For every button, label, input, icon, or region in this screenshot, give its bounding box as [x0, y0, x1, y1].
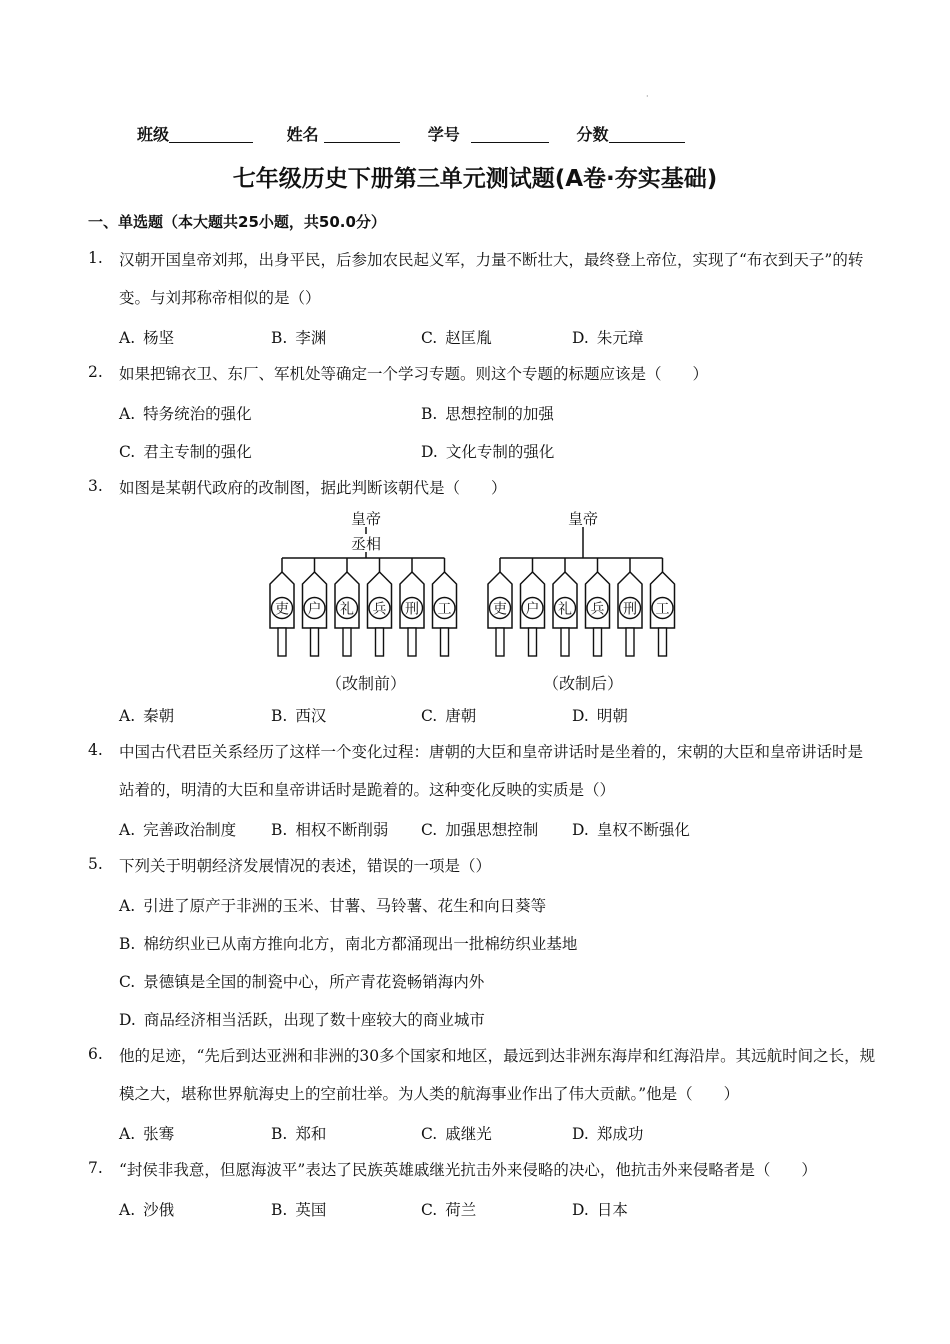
option-d[interactable]	[119, 1008, 485, 1030]
option-letter: B.	[271, 1125, 288, 1143]
option-letter: D.	[572, 821, 589, 839]
question-number: 1.	[88, 249, 103, 267]
question-number: 2.	[88, 363, 103, 381]
option-a[interactable]	[119, 818, 236, 840]
option-text: 荷兰	[445, 1201, 477, 1219]
option-letter: D.	[119, 1011, 136, 1029]
question-stem: 下列关于明朝经济发展情况的表述，错误的一项是（）	[119, 857, 492, 875]
ministry-post	[278, 628, 286, 656]
option-text: 戚继光	[445, 1125, 492, 1143]
option-letter: D.	[572, 1201, 589, 1219]
option-text: 郑和	[295, 1125, 327, 1143]
ministry-post	[376, 628, 384, 656]
after-ministry-5	[618, 558, 642, 656]
diagram-after	[488, 510, 675, 693]
option-letter: B.	[271, 1201, 288, 1219]
ministry-post	[343, 628, 351, 656]
ministry-post	[626, 628, 634, 656]
option-d[interactable]	[572, 704, 628, 726]
option-b[interactable]	[119, 932, 577, 954]
option-letter: C.	[421, 821, 438, 839]
ministry-post	[529, 628, 537, 656]
option-text: 杨坚	[143, 329, 175, 347]
option-letter: A.	[119, 1125, 136, 1143]
option-c[interactable]	[421, 818, 538, 840]
option-text: 景德镇是全国的制瓷中心，所产青花瓷畅销海内外	[143, 973, 485, 991]
option-letter: C.	[421, 1125, 438, 1143]
option-letter: D.	[421, 443, 438, 461]
option-d[interactable]	[421, 440, 554, 462]
diagram-before	[270, 510, 457, 693]
option-text: 张骞	[143, 1125, 175, 1143]
student-id-blank[interactable]	[471, 126, 549, 143]
name-label: 姓名	[286, 125, 319, 144]
option-letter: C.	[119, 973, 136, 991]
student-id-field	[428, 122, 549, 145]
after-caption: （改制后）	[542, 674, 624, 693]
before-chancellor-label: 丞相	[350, 535, 382, 553]
option-text: 相权不断削弱	[295, 821, 389, 839]
question-7	[88, 1151, 878, 1189]
option-letter: A.	[119, 707, 136, 725]
option-text: 日本	[596, 1201, 628, 1219]
option-text: 郑成功	[596, 1125, 644, 1143]
ministry-post	[408, 628, 416, 656]
question-stem: “封侯非我意，但愿海波平”表达了民族英雄戚继光抗击外来侵略的决心，他抗击外来侵略者是（ ）	[119, 1161, 817, 1179]
after-ministry-3	[553, 558, 577, 656]
question-number: 4.	[88, 741, 103, 759]
option-a[interactable]	[119, 704, 174, 726]
option-letter: A.	[119, 897, 136, 915]
question-2	[88, 355, 878, 393]
ministry-label: 吏	[275, 601, 289, 618]
ministry-label: 礼	[340, 601, 354, 618]
question-5	[88, 847, 878, 885]
before-ministry-2	[303, 558, 327, 656]
option-text: 商品经济相当活跃，出现了数十座较大的商业城市	[143, 1011, 485, 1029]
student-id-label: 学号	[427, 125, 460, 144]
question-stem: 如图是某朝代政府的改制图，据此判断该朝代是（ ）	[119, 479, 507, 497]
stray-dot: ·	[646, 92, 649, 101]
question-1	[88, 241, 878, 317]
ministry-post	[441, 628, 449, 656]
option-d[interactable]	[572, 326, 643, 348]
option-c[interactable]	[421, 704, 476, 726]
ministry-label: 刑	[623, 601, 637, 618]
score-label: 分数	[576, 125, 609, 144]
option-b[interactable]	[271, 326, 326, 348]
ministry-label: 刑	[405, 601, 419, 618]
ministry-label: 户	[525, 601, 540, 618]
option-text: 秦朝	[143, 707, 175, 725]
option-text: 赵匡胤	[445, 329, 492, 347]
question-number: 7.	[88, 1159, 103, 1177]
option-letter: C.	[421, 707, 438, 725]
after-ministry-4	[586, 558, 610, 656]
before-ministry-3	[335, 558, 359, 656]
option-text: 特务统治的强化	[143, 405, 252, 423]
option-text: 皇权不断强化	[596, 821, 690, 839]
before-emperor-label: 皇帝	[350, 510, 382, 528]
score-field	[577, 122, 685, 145]
ministry-post	[496, 628, 504, 656]
score-blank[interactable]	[609, 126, 685, 143]
question-6	[88, 1037, 878, 1113]
option-b[interactable]	[271, 1122, 326, 1144]
after-ministry-1	[488, 558, 512, 656]
option-b[interactable]	[271, 704, 326, 726]
option-text: 李渊	[295, 329, 327, 347]
option-d[interactable]	[572, 818, 690, 840]
ministry-label: 兵	[590, 601, 605, 618]
option-text: 唐朝	[445, 707, 477, 725]
option-text: 朱元璋	[596, 329, 644, 347]
question-4	[88, 733, 878, 809]
option-text: 棉纺织业已从南方推向北方，南北方都涌现出一批棉纺织业基地	[143, 935, 578, 953]
name-blank[interactable]	[324, 126, 400, 143]
option-letter: A.	[119, 821, 136, 839]
option-text: 英国	[295, 1201, 327, 1219]
option-text: 君主专制的强化	[143, 443, 252, 461]
ministry-label: 吏	[493, 601, 507, 618]
option-letter: B.	[271, 329, 288, 347]
option-c[interactable]	[119, 970, 484, 992]
question-number: 3.	[88, 477, 103, 495]
ministry-label: 户	[307, 601, 322, 618]
option-a[interactable]	[119, 1198, 174, 1220]
option-a[interactable]	[119, 894, 546, 916]
option-text: 引进了原产于非洲的玉米、甘薯、马铃薯、花生和向日葵等	[143, 897, 547, 915]
before-ministry-4	[368, 558, 392, 656]
option-c[interactable]	[421, 326, 492, 348]
reform-diagram	[258, 498, 688, 703]
option-text: 西汉	[295, 707, 327, 725]
ministry-post	[594, 628, 602, 656]
after-emperor-label: 皇帝	[567, 510, 599, 528]
section-heading: 一、单选题（本大题共25小题，共50.0分）	[88, 213, 386, 231]
exam-title: 七年级历史下册第三单元测试题(A卷·夯实基础)	[232, 166, 718, 192]
option-text: 文化专制的强化	[445, 443, 555, 461]
option-letter: A.	[119, 405, 136, 423]
option-d[interactable]	[572, 1122, 643, 1144]
option-a[interactable]	[119, 326, 174, 348]
option-letter: C.	[421, 1201, 438, 1219]
question-number: 5.	[88, 855, 103, 873]
before-ministry-6	[433, 558, 457, 656]
option-c[interactable]	[421, 1122, 492, 1144]
student-info-row	[137, 122, 707, 145]
option-a[interactable]	[119, 1122, 174, 1144]
class-label: 班级	[137, 125, 170, 144]
name-field	[287, 122, 401, 145]
option-letter: D.	[572, 329, 589, 347]
option-letter: B.	[421, 405, 438, 423]
before-ministry-5	[400, 558, 424, 656]
after-ministry-6	[651, 558, 675, 656]
ministry-label: 工	[437, 601, 452, 618]
option-text: 完善政治制度	[143, 821, 237, 839]
before-caption: （改制前）	[325, 674, 407, 693]
ministry-label: 兵	[372, 601, 387, 618]
option-letter: B.	[119, 935, 136, 953]
after-ministry-2	[521, 558, 545, 656]
option-text: 明朝	[596, 707, 628, 725]
class-field	[137, 122, 253, 145]
option-letter: D.	[572, 707, 589, 725]
option-c[interactable]	[421, 1198, 476, 1220]
question-number: 6.	[88, 1045, 103, 1063]
option-letter: A.	[119, 1201, 136, 1219]
option-text: 思想控制的加强	[445, 405, 554, 423]
question-stem: 如果把锦衣卫、东厂、军机处等确定一个学习专题。则这个专题的标题应该是（ ）	[119, 365, 709, 383]
option-letter: A.	[119, 329, 136, 347]
option-text: 沙俄	[143, 1201, 175, 1219]
class-blank[interactable]	[169, 126, 253, 143]
option-d[interactable]	[572, 1198, 628, 1220]
before-ministry-1	[270, 558, 294, 656]
option-letter: D.	[572, 1125, 589, 1143]
ministry-label: 工	[655, 601, 670, 618]
question-stem: 中国古代君臣关系经历了这样一个变化过程：唐朝的大臣和皇帝讲话时是坐着的，宋朝的大臣和皇帝讲话时是站着的，明清的大臣和皇帝讲话时是跪着的。这种变化反映的实质是（）	[119, 743, 864, 799]
option-c[interactable]	[119, 440, 252, 462]
ministry-post	[561, 628, 569, 656]
option-letter: C.	[119, 443, 136, 461]
question-stem: 汉朝开国皇帝刘邦，出身平民，后参加农民起义军，力量不断壮大，最终登上帝位，实现了“布衣到天子”的转变。与刘邦称帝相似的是（）	[119, 251, 864, 307]
ministry-post	[659, 628, 667, 656]
option-b[interactable]	[271, 1198, 326, 1220]
option-letter: C.	[421, 329, 438, 347]
option-letter: B.	[271, 707, 288, 725]
ministry-post	[311, 628, 319, 656]
option-a[interactable]	[119, 402, 252, 424]
option-b[interactable]	[271, 818, 388, 840]
question-stem: 他的足迹，“先后到达亚洲和非洲的30多个国家和地区，最远到达非洲东海岸和红海沿岸。其远航时间之长，规模之大，堪称世界航海史上的空前壮举。为人类的航海事业作出了伟大贡献。”他是（ ）	[119, 1047, 876, 1103]
ministry-label: 礼	[558, 601, 572, 618]
option-letter: B.	[271, 821, 288, 839]
option-text: 加强思想控制	[445, 821, 539, 839]
option-b[interactable]	[421, 402, 554, 424]
